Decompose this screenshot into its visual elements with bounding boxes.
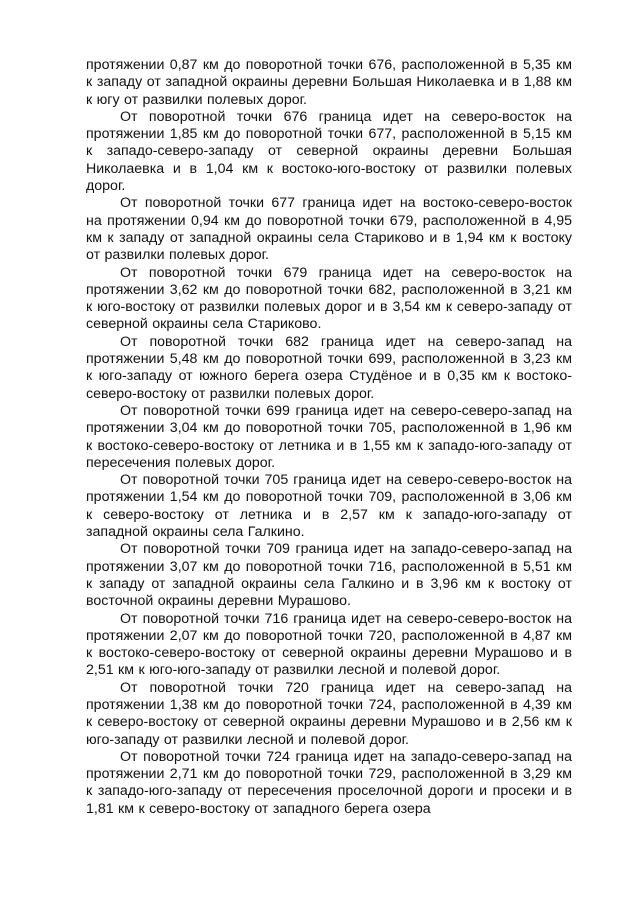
paragraph-point-682: От поворотной точки 682 граница идет на северо-запад на протяжении 5,48 км до поворотной точки 699, расположенной в 3,23 км к юго-западу от южного берега озера Студёное и в 0,35 км к востоко-северо-востоку от развилки полевых дорог. (86, 333, 572, 402)
paragraph-point-709: От поворотной точки 709 граница идет на западо-северо-запад на протяжении 3,07 км до поворотной точки 716, расположенной в 5,51 км к западу от западной окраины села Галкино и в 3,96 км к востоку от восточной окраины деревни Мурашово. (86, 541, 572, 610)
paragraph-point-705: От поворотной точки 705 граница идет на северо-северо-восток на протяжении 1,54 км до поворотной точки 709, расположенной в 3,06 км к северо-востоку от летника и в 2,57 км к западо-юго-западу от западной окраины села Галкино. (86, 472, 572, 541)
paragraph-point-720: От поворотной точки 720 граница идет на северо-запад на протяжении 1,38 км до поворотной точки 724, расположенной в 4,39 км к северо-востоку от северной окраины деревни Мурашово и в 2,56 км к юго-западу от развилки лесной и полевой дорог. (86, 679, 572, 748)
paragraph-point-716: От поворотной точки 716 граница идет на северо-северо-восток на протяжении 2,07 км до поворотной точки 720, расположенной в 4,87 км к востоко-северо-востоку от северной окраины деревни Мурашово и в 2,51 км к юго-юго-западу от развилки лесной и полевой дорог. (86, 610, 572, 679)
paragraph-point-679: От поворотной точки 679 граница идет на северо-восток на протяжении 3,62 км до поворотной точки 682, расположенной в 3,21 км к юго-востоку от развилки полевых дорог и в 3,54 км к северо-западу от северной окраины села Стариково. (86, 264, 572, 333)
document-body (86, 57, 572, 818)
paragraph-point-699: От поворотной точки 699 граница идет на северо-северо-запад на протяжении 3,04 км до поворотной точки 705, расположенной в 1,96 км к востоко-северо-востоку от летника и в 1,55 км к западо-юго-западу от пересечения полевых дорог. (86, 402, 572, 471)
paragraph-point-677: От поворотной точки 677 граница идет на востоко-северо-восток на протяжении 0,94 км до поворотной точки 679, расположенной в 4,95 км к западу от западной окраины села Стариково и в 1,94 км к востоку от развилки полевых дорог. (86, 195, 572, 264)
paragraph-continuation: протяжении 0,87 км до поворотной точки 676, расположенной в 5,35 км к западу от западной окраины деревни Большая Николаевка и в 1,88 км к югу от развилки полевых дорог. (86, 57, 572, 108)
paragraph-point-724: От поворотной точки 724 граница идет на западо-северо-запад на протяжении 2,71 км до поворотной точки 729, расположенной в 3,29 км к западо-юго-западу от пересечения проселочной дороги и просеки и в 1,81 км к северо-востоку от западного берега озера (86, 748, 572, 817)
paragraph-point-676: От поворотной точки 676 граница идет на северо-восток на протяжении 1,85 км до поворотной точки 677, расположенной в 5,15 км к западо-северо-западу от северной окраины деревни Большая Николаевка и в 1,04 км к востоко-юго-востоку от развилки полевых дорог. (86, 108, 572, 195)
